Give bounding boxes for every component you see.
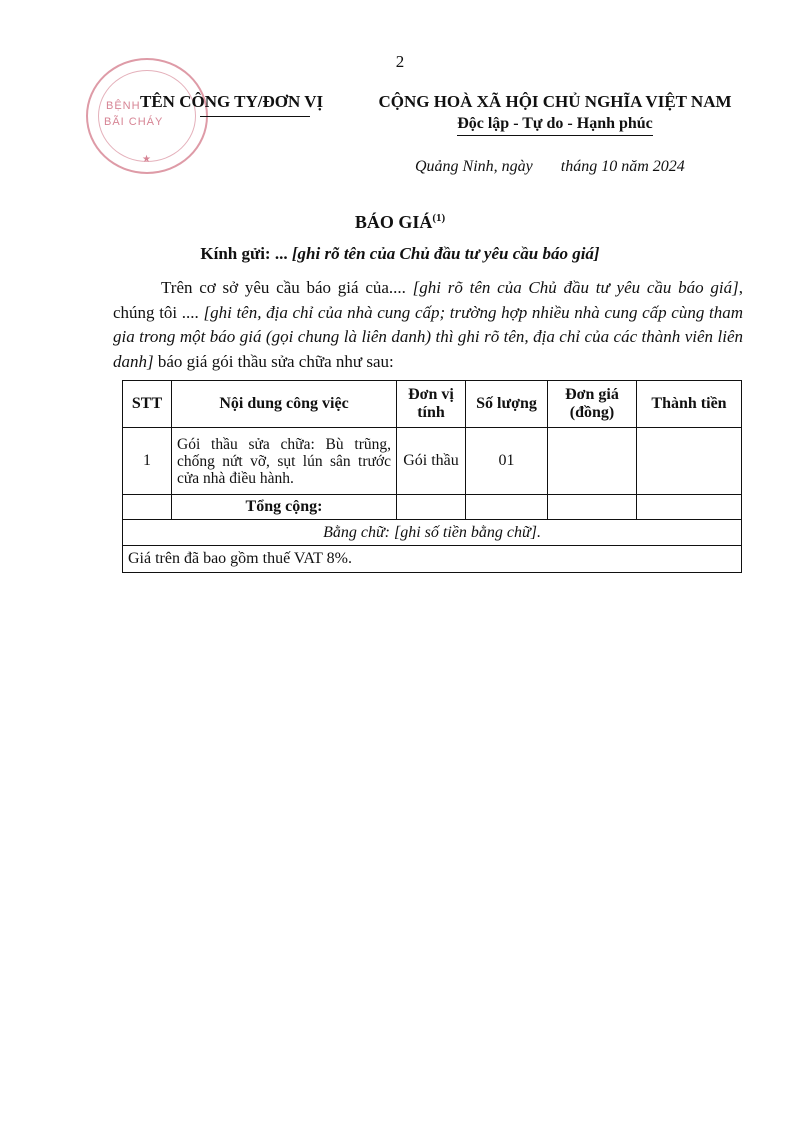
stamp-text-line1: BỆNH	[106, 100, 141, 112]
cell-content: Gói thầu sửa chữa: Bù trũng, chống nứt vỡ, sụt lún sân trước cửa nhà điều hành.	[172, 428, 397, 495]
title-footnote: (1)	[432, 212, 446, 224]
header-stt: STT	[123, 381, 172, 428]
header-content: Nội dung công việc	[172, 381, 397, 428]
document-title-text: BÁO GIÁ	[354, 212, 433, 232]
recipient-label: Kính gửi: ...	[200, 244, 288, 263]
intro-text-3: báo giá gói thầu sửa chữa như sau:	[153, 351, 394, 371]
amount-in-words-row	[123, 520, 742, 546]
table-header-row	[123, 381, 742, 428]
cell-unit: Gói thầu	[397, 428, 466, 495]
national-title: CỘNG HOÀ XÃ HỘI CHỦ NGHĨA VIỆT NAM	[378, 92, 732, 111]
total-stt-cell	[123, 495, 172, 520]
total-amount-cell	[637, 495, 742, 520]
company-stamp	[86, 58, 208, 174]
table-row	[123, 428, 742, 495]
intro-text-1: Trên cơ sở yêu cầu báo giá của....	[161, 278, 406, 297]
stamp-star-icon: ★	[142, 154, 151, 165]
header-unit: Đơn vị tính	[397, 381, 466, 428]
header-quantity: Số lượng	[466, 381, 548, 428]
total-price-cell	[548, 495, 637, 520]
intro-italic-1: [ghi rõ tên của Chủ đầu tư yêu cầu báo giá]	[412, 278, 739, 297]
vat-note: Giá trên đã bao gồm thuế VAT 8%.	[123, 546, 742, 573]
intro-text-2: , chúng tôi ....	[113, 278, 743, 322]
cell-stt: 1	[123, 428, 172, 495]
header-amount: Thành tiền	[637, 381, 742, 428]
quotation-table	[122, 380, 742, 573]
national-motto: Độc lập - Tự do - Hạnh phúc	[457, 115, 653, 136]
intro-italic-2: [ghi tên, địa chỉ của nhà cung cấp; trường hợp nhiều nhà cung cấp cùng tham gia trong một báo giá (gọi chung là liên danh) thì ghi rõ tên, địa chỉ của các thành viên liên danh]	[113, 302, 744, 371]
total-quantity-cell	[466, 495, 548, 520]
recipient-line	[0, 244, 800, 264]
total-row	[123, 495, 742, 520]
place-date: Quảng Ninh, ngày tháng 10 năm 2024	[415, 158, 685, 175]
vat-note-row	[123, 546, 742, 573]
cell-quantity: 01	[466, 428, 548, 495]
amount-in-words: Bằng chữ: [ghi số tiền bằng chữ].	[123, 520, 742, 546]
recipient-value: [ghi rõ tên của Chủ đầu tư yêu cầu báo giá]	[291, 244, 600, 263]
total-label: Tổng cộng:	[172, 495, 397, 520]
stamp-text-line2: BÃI CHÁY	[104, 116, 164, 128]
header-unit-price: Đơn giá (đồng)	[548, 381, 637, 428]
cell-amount	[637, 428, 742, 495]
total-unit-cell	[397, 495, 466, 520]
cell-unit-price	[548, 428, 637, 495]
company-name-header	[140, 92, 323, 112]
company-name-underline	[200, 116, 310, 117]
page-number: 2	[395, 52, 405, 71]
national-header	[370, 92, 740, 136]
intro-paragraph	[113, 276, 743, 374]
document-title	[0, 212, 800, 233]
company-name-label: TÊN CÔNG TY/ĐƠN VỊ	[140, 92, 324, 111]
